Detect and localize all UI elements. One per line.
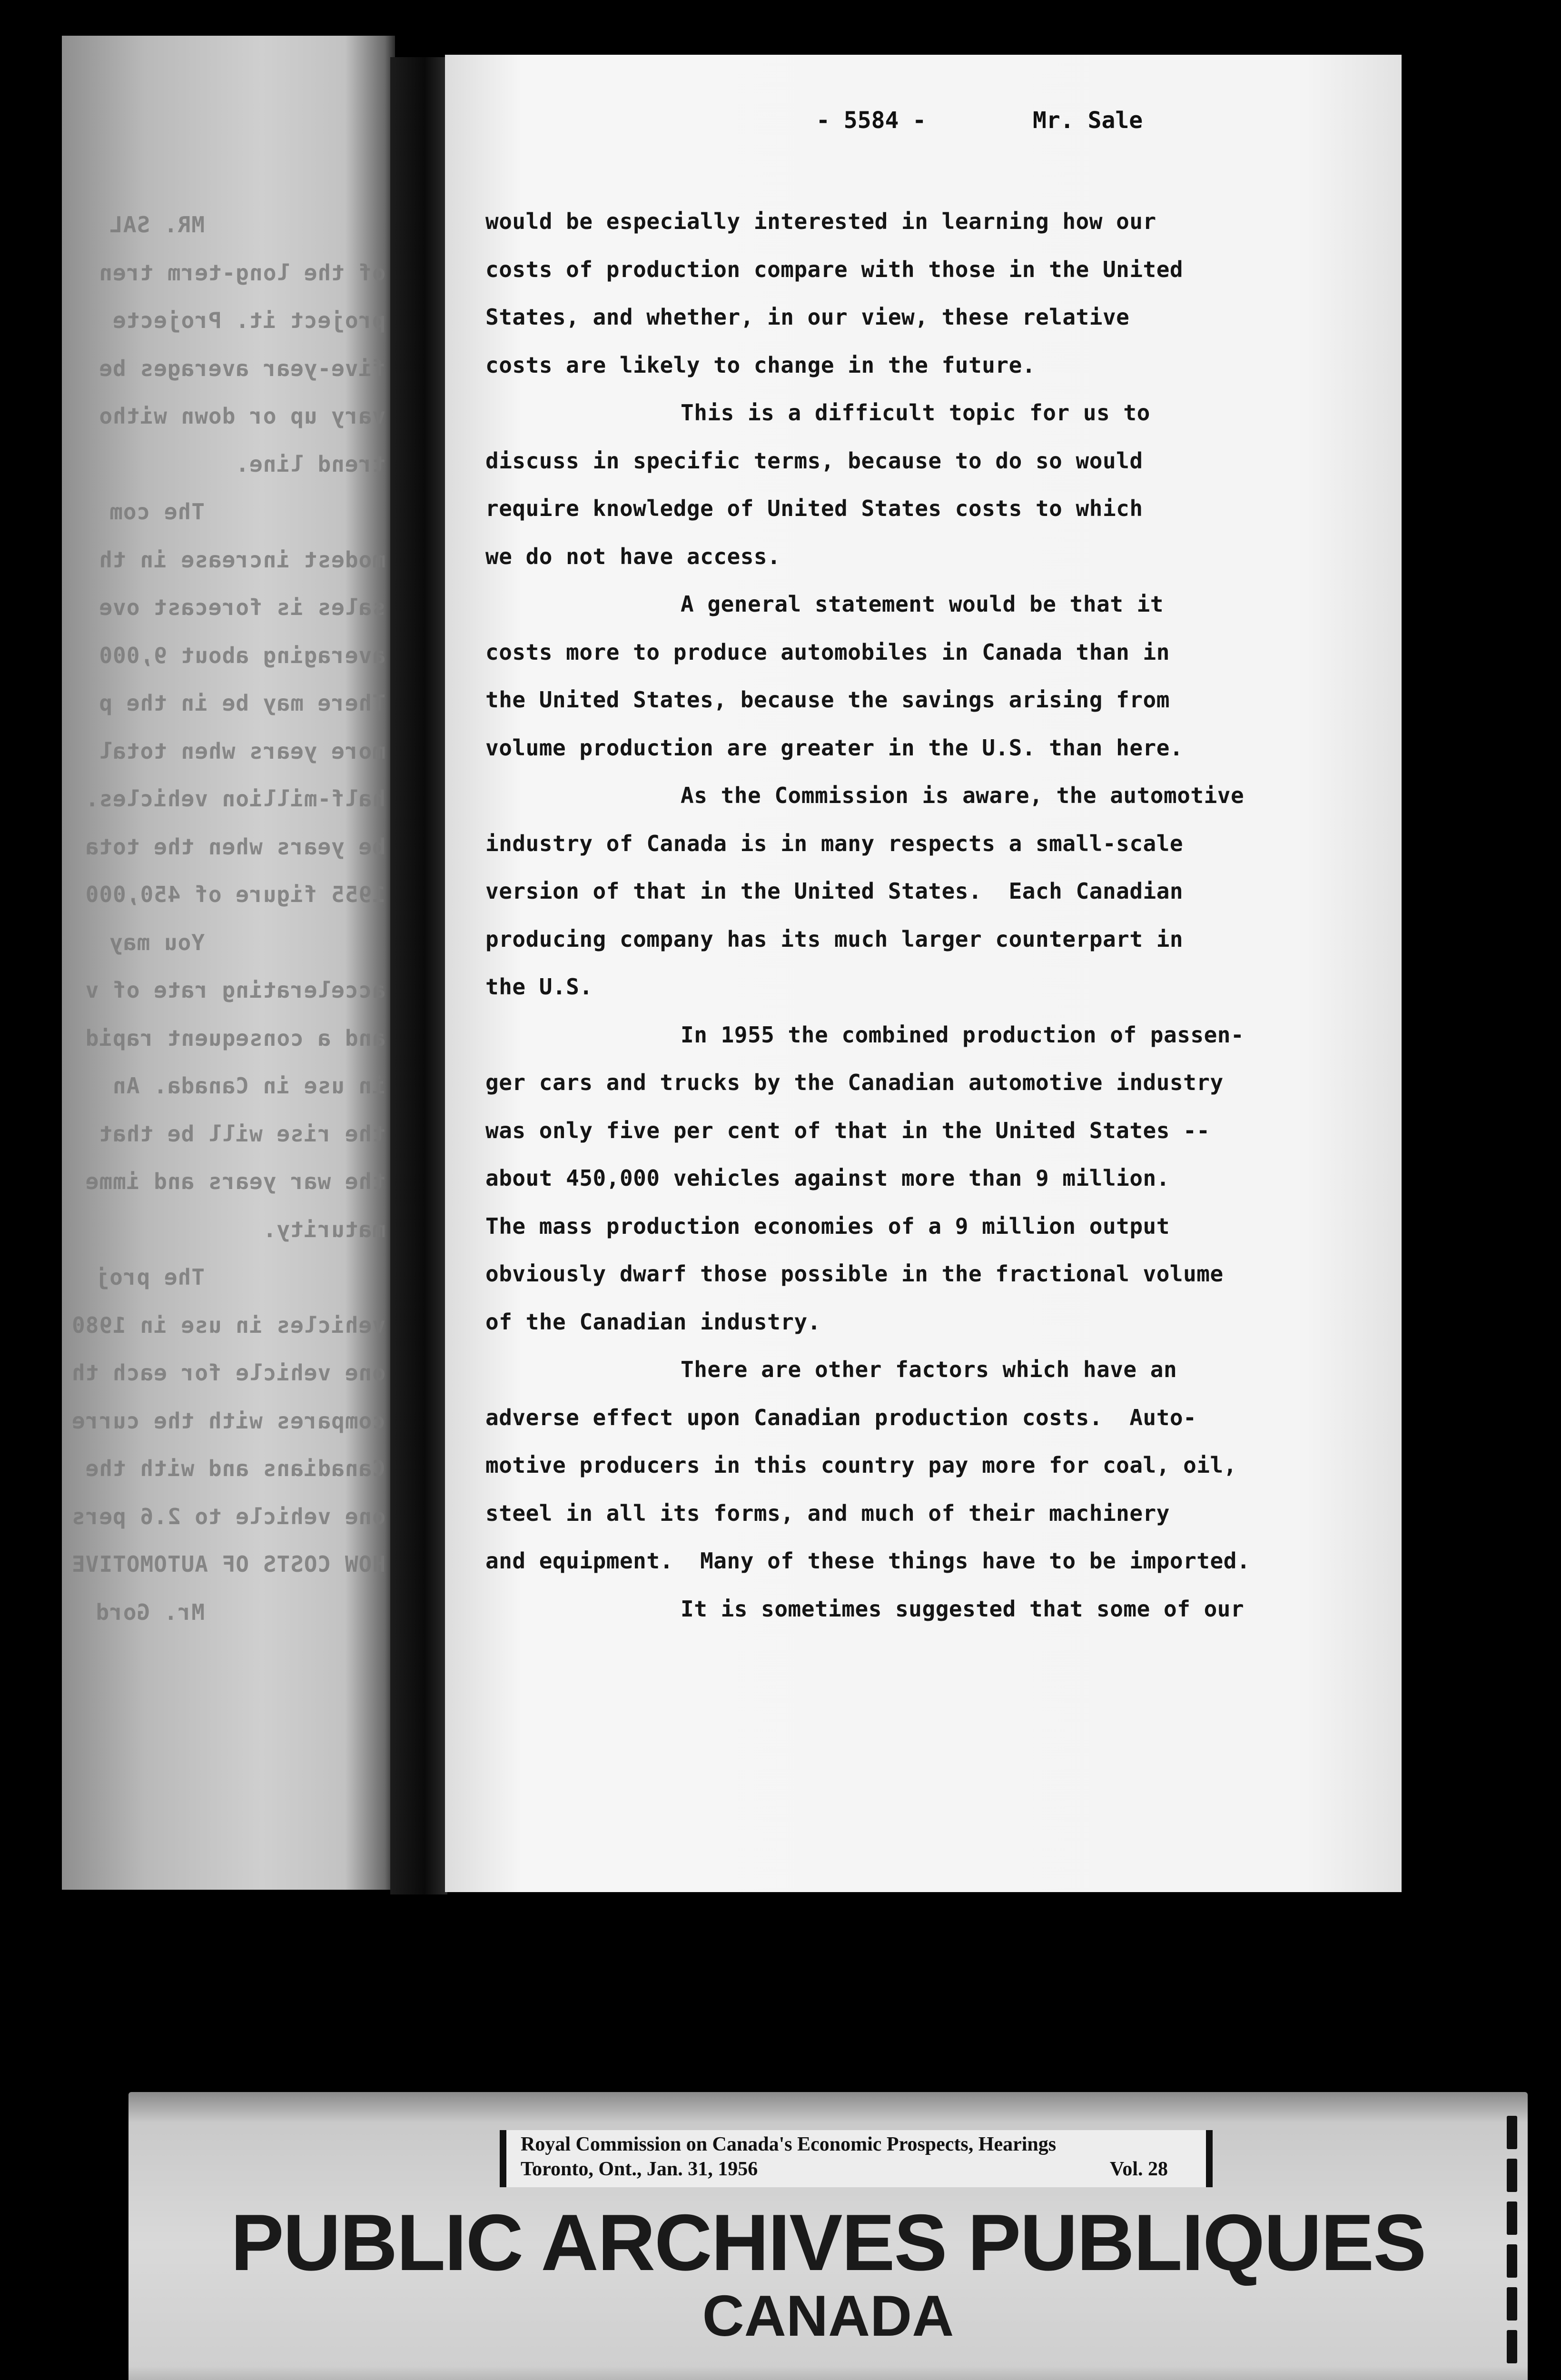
text-line: volume production are greater in the U.S. than here. (485, 734, 1184, 761)
facing-page-line: 1955 figure of 450,000 (85, 882, 385, 907)
facing-page-line: be years when the tota (85, 833, 385, 860)
text-line: costs are likely to change in the future. (485, 352, 1036, 378)
location-date: Toronto, Ont., Jan. 31, 1956 (521, 2158, 758, 2180)
facing-page-line: project it. Projecte (112, 307, 385, 333)
facing-page (62, 36, 395, 1890)
volume-number: Vol. 28 (1109, 2158, 1168, 2180)
transcript-body (485, 198, 1375, 1633)
facing-page-line: HOW COSTS OF AUTOMOTIVE (71, 1551, 385, 1577)
text-line: steel in all its forms, and much of their machinery (485, 1500, 1170, 1526)
facing-page-line: the war years and imme (85, 1169, 385, 1194)
facing-page-line: vary up or down witho (99, 403, 385, 429)
text-line: A general statement would be that it (681, 591, 1164, 617)
facing-page-line: Canadians and with the (85, 1456, 385, 1481)
archives-title: PUBLIC ARCHIVES PUBLIQUES (230, 2198, 1426, 2287)
text-line: version of that in the United States. Each Canadian (485, 878, 1184, 904)
text-line: discuss in specific terms, because to do so would (485, 447, 1143, 474)
facing-page-bleed-through-text (62, 36, 395, 1890)
facing-page-line: The com (109, 499, 205, 525)
text-line: adverse effect upon Canadian production costs. Auto- (485, 1404, 1197, 1430)
text-line: States, and whether, in our view, these relative (485, 304, 1130, 330)
archive-stamp (128, 2092, 1528, 2380)
text-line: require knowledge of United States costs to which (485, 496, 1143, 521)
facing-page-line: averaging about 9,000 (99, 642, 385, 668)
page-number: - 5584 - (816, 107, 927, 134)
text-line: and equipment. Many of these things have to be imported. (485, 1548, 1251, 1574)
facing-page-line: modest increase in th (99, 546, 385, 573)
facing-page-line: one vehicle to 2.6 pers (71, 1503, 385, 1529)
facing-page-line: vehicles in use in 1980 (71, 1312, 385, 1338)
collection-title: Royal Commission on Canada's Economic Prospects, Hearings (521, 2133, 1057, 2155)
text-line: we do not have access. (485, 543, 781, 569)
text-line: As the Commission is aware, the automotive (681, 783, 1245, 808)
text-line: of the Canadian industry. (485, 1309, 821, 1335)
facing-page-line: more years when total (99, 738, 385, 764)
facing-page-line: half-million vehicles. (85, 786, 385, 812)
facing-page-line: compares with the curre (71, 1408, 385, 1434)
facing-page-line: accelerating rate of v (85, 977, 385, 1003)
text-line: ger cars and trucks by the Canadian automotive industry (485, 1070, 1224, 1095)
text-line: This is a difficult topic for us to (681, 400, 1150, 426)
text-line: industry of Canada is in many respects a small-scale (485, 830, 1184, 856)
facing-page-line: The proj (95, 1264, 205, 1290)
facing-page-line: There may be in the p (99, 690, 385, 716)
facing-page-line: trend line. (235, 451, 385, 477)
facing-page-line: and a consequent rapid (85, 1025, 385, 1051)
facing-page-line: the rise will be that (99, 1121, 385, 1147)
facing-page-line: sales is forecast ove (99, 595, 385, 620)
text-line: the U.S. (485, 974, 593, 1000)
text-line: The mass production economies of a 9 million output (485, 1213, 1170, 1239)
archives-country: CANADA (702, 2283, 954, 2348)
facing-page-line: in use in Canada. An (112, 1073, 385, 1099)
text-line: was only five per cent of that in the United States -- (485, 1117, 1210, 1143)
text-line: In 1955 the combined production of passen- (681, 1021, 1245, 1048)
facing-page-line: maturity. (262, 1216, 385, 1242)
facing-page-line: You may (109, 929, 205, 955)
text-line: about 450,000 vehicles against more than 9 million. (485, 1165, 1170, 1191)
text-line: motive producers in this country pay more for coal, oil, (485, 1452, 1237, 1478)
book-spine-shadow (390, 57, 447, 1894)
text-line: producing company has its much larger counterpart in (485, 926, 1184, 952)
text-line: It is sometimes suggested that some of our (681, 1596, 1245, 1622)
facing-page-line: one vehicle for each th (71, 1360, 385, 1386)
text-line: the United States, because the savings arising from (485, 687, 1170, 713)
facing-page-line: Mr. Gord (95, 1599, 205, 1625)
facing-page-line: five-year averages be (99, 355, 385, 381)
collection-label-slip (500, 2130, 1213, 2187)
facing-page-line: of the long-term tren (99, 259, 385, 286)
text-line: costs more to produce automobiles in Canada than in (485, 639, 1170, 665)
film-perforations (1505, 2111, 1519, 2378)
collection-location-date (521, 2158, 1187, 2181)
text-line: obviously dwarf those possible in the fractional volume (485, 1261, 1224, 1287)
speaker-name: Mr. Sale (1033, 107, 1143, 134)
text-line: costs of production compare with those in the United (485, 256, 1184, 282)
text-line: There are other factors which have an (681, 1357, 1177, 1382)
page-header (445, 107, 1402, 145)
document-page (445, 55, 1402, 1892)
facing-page-line: MR. SAL (109, 212, 205, 238)
text-line: would be especially interested in learning how our (485, 208, 1156, 234)
